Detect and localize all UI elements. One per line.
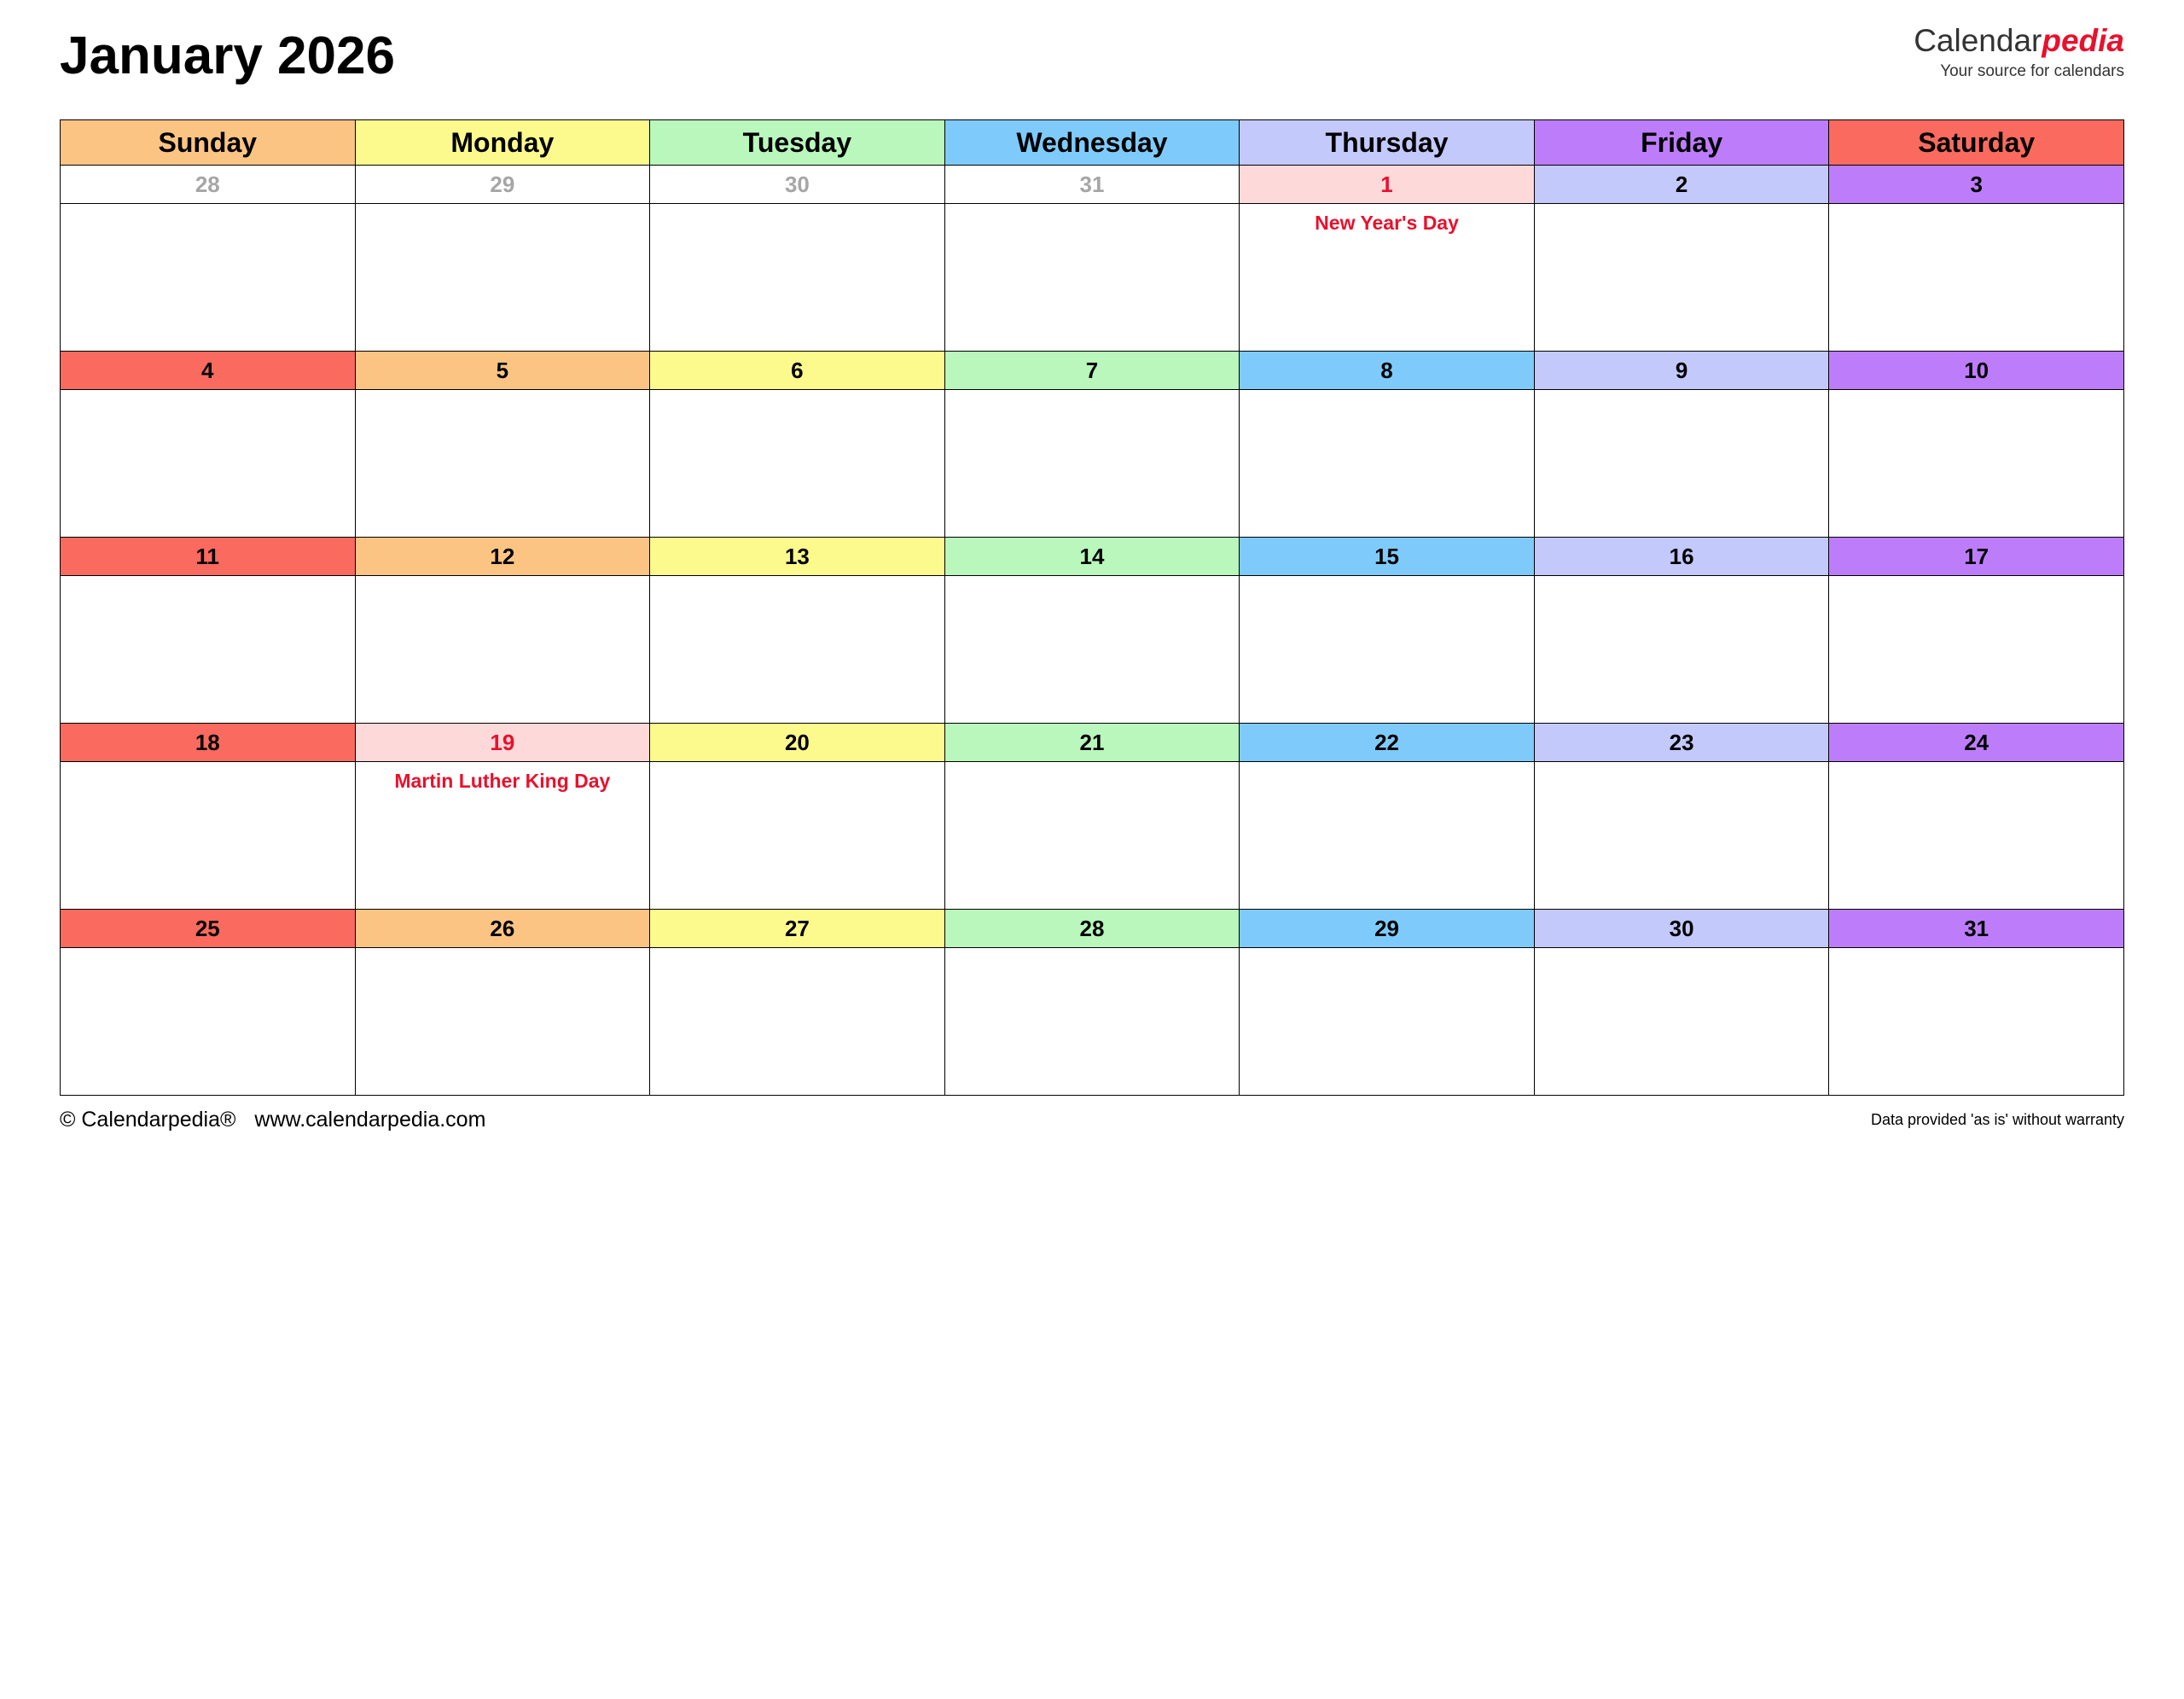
brand-name-part2: pedia [2042, 23, 2124, 58]
copyright-text: © Calendarpedia® [60, 1108, 236, 1132]
page-footer [60, 1108, 2124, 1132]
day-number-cell[interactable]: 20 [650, 724, 945, 762]
disclaimer-text: Data provided 'as is' without warranty [1870, 1111, 2124, 1128]
week-numbers-row [61, 166, 2124, 204]
day-number-cell[interactable]: 24 [1829, 724, 2124, 762]
holiday-label: New Year's Day [1315, 212, 1459, 234]
page-header [60, 0, 2124, 119]
day-content-cell[interactable] [1240, 762, 1535, 910]
day-content-cell[interactable] [1829, 390, 2124, 538]
weekday-header-monday: Monday [355, 120, 650, 166]
day-number-cell[interactable]: 18 [61, 724, 356, 762]
day-content-cell[interactable] [1240, 948, 1535, 1096]
day-number-cell[interactable]: 12 [355, 538, 650, 576]
day-number-cell[interactable]: 10 [1829, 352, 2124, 390]
day-content-cell[interactable] [1829, 576, 2124, 724]
website-link[interactable]: www.calendarpedia.com [254, 1108, 486, 1132]
weekday-header-friday: Friday [1534, 120, 1829, 166]
weekday-header-tuesday: Tuesday [650, 120, 945, 166]
day-content-cell[interactable] [61, 204, 356, 352]
brand-name [1914, 24, 2124, 59]
day-content-cell[interactable] [1240, 576, 1535, 724]
day-number-cell[interactable]: 27 [650, 910, 945, 948]
day-content-cell[interactable] [1829, 204, 2124, 352]
day-number-cell[interactable]: 7 [944, 352, 1240, 390]
week-numbers-row [61, 352, 2124, 390]
day-content-cell[interactable] [650, 762, 945, 910]
day-content-cell[interactable] [355, 762, 650, 910]
day-number-cell[interactable]: 21 [944, 724, 1240, 762]
day-content-cell[interactable] [944, 762, 1240, 910]
day-number-cell[interactable]: 31 [1829, 910, 2124, 948]
day-number-cell[interactable]: 17 [1829, 538, 2124, 576]
day-number-cell[interactable]: 29 [1240, 910, 1535, 948]
day-number-cell[interactable]: 22 [1240, 724, 1535, 762]
day-number-cell[interactable]: 23 [1534, 724, 1829, 762]
day-content-cell[interactable] [944, 948, 1240, 1096]
day-number-cell[interactable]: 28 [61, 166, 356, 204]
day-content-cell[interactable] [61, 390, 356, 538]
day-number-cell[interactable]: 3 [1829, 166, 2124, 204]
weekday-header-thursday: Thursday [1240, 120, 1535, 166]
day-content-cell[interactable] [355, 204, 650, 352]
day-number-cell[interactable]: 28 [944, 910, 1240, 948]
day-content-cell[interactable] [1534, 948, 1829, 1096]
day-content-cell[interactable] [355, 390, 650, 538]
day-content-cell[interactable] [1240, 390, 1535, 538]
day-number-cell[interactable]: 19 [355, 724, 650, 762]
month-grid [60, 119, 2124, 1096]
day-number-cell[interactable]: 16 [1534, 538, 1829, 576]
day-content-cell[interactable] [1534, 204, 1829, 352]
week-body-row [61, 762, 2124, 910]
week-body-row [61, 390, 2124, 538]
day-number-cell[interactable]: 2 [1534, 166, 1829, 204]
week-body-row [61, 948, 2124, 1096]
day-content-cell[interactable] [1829, 948, 2124, 1096]
week-numbers-row [61, 538, 2124, 576]
day-content-cell[interactable] [650, 948, 945, 1096]
week-numbers-row [61, 910, 2124, 948]
day-number-cell[interactable]: 29 [355, 166, 650, 204]
day-content-cell[interactable] [1534, 390, 1829, 538]
day-number-cell[interactable]: 8 [1240, 352, 1535, 390]
day-number-cell[interactable]: 6 [650, 352, 945, 390]
day-content-cell[interactable] [355, 948, 650, 1096]
day-content-cell[interactable] [61, 576, 356, 724]
day-content-cell[interactable] [944, 390, 1240, 538]
day-content-cell[interactable] [944, 204, 1240, 352]
day-content-cell[interactable] [944, 576, 1240, 724]
holiday-label: Martin Luther King Day [394, 770, 611, 792]
weeks-body [61, 166, 2124, 1096]
copyright-line [60, 1108, 485, 1132]
day-content-cell[interactable] [61, 948, 356, 1096]
day-content-cell[interactable] [61, 762, 356, 910]
day-number-cell[interactable]: 31 [944, 166, 1240, 204]
brand-logo [1914, 24, 2124, 81]
day-number-cell[interactable]: 1 [1240, 166, 1535, 204]
weekday-header-row [61, 120, 2124, 166]
week-numbers-row [61, 724, 2124, 762]
brand-name-part1: Calendar [1914, 23, 2042, 58]
day-content-cell[interactable] [1829, 762, 2124, 910]
day-content-cell[interactable] [1240, 204, 1535, 352]
brand-tagline: Your source for calendars [1940, 61, 2124, 80]
day-number-cell[interactable]: 14 [944, 538, 1240, 576]
day-number-cell[interactable]: 5 [355, 352, 650, 390]
day-number-cell[interactable]: 26 [355, 910, 650, 948]
day-content-cell[interactable] [355, 576, 650, 724]
day-number-cell[interactable]: 25 [61, 910, 356, 948]
day-content-cell[interactable] [650, 390, 945, 538]
day-number-cell[interactable]: 11 [61, 538, 356, 576]
day-number-cell[interactable]: 4 [61, 352, 356, 390]
day-number-cell[interactable]: 30 [650, 166, 945, 204]
day-content-cell[interactable] [1534, 576, 1829, 724]
day-number-cell[interactable]: 13 [650, 538, 945, 576]
weekday-header-wednesday: Wednesday [944, 120, 1240, 166]
weekday-header-sunday: Sunday [61, 120, 356, 166]
day-number-cell[interactable]: 30 [1534, 910, 1829, 948]
day-content-cell[interactable] [650, 204, 945, 352]
day-content-cell[interactable] [1534, 762, 1829, 910]
day-number-cell[interactable]: 15 [1240, 538, 1535, 576]
weekday-header-saturday: Saturday [1829, 120, 2124, 166]
week-body-row [61, 204, 2124, 352]
day-content-cell[interactable] [650, 576, 945, 724]
week-body-row [61, 576, 2124, 724]
day-number-cell[interactable]: 9 [1534, 352, 1829, 390]
page-title: January 2026 [60, 26, 395, 85]
